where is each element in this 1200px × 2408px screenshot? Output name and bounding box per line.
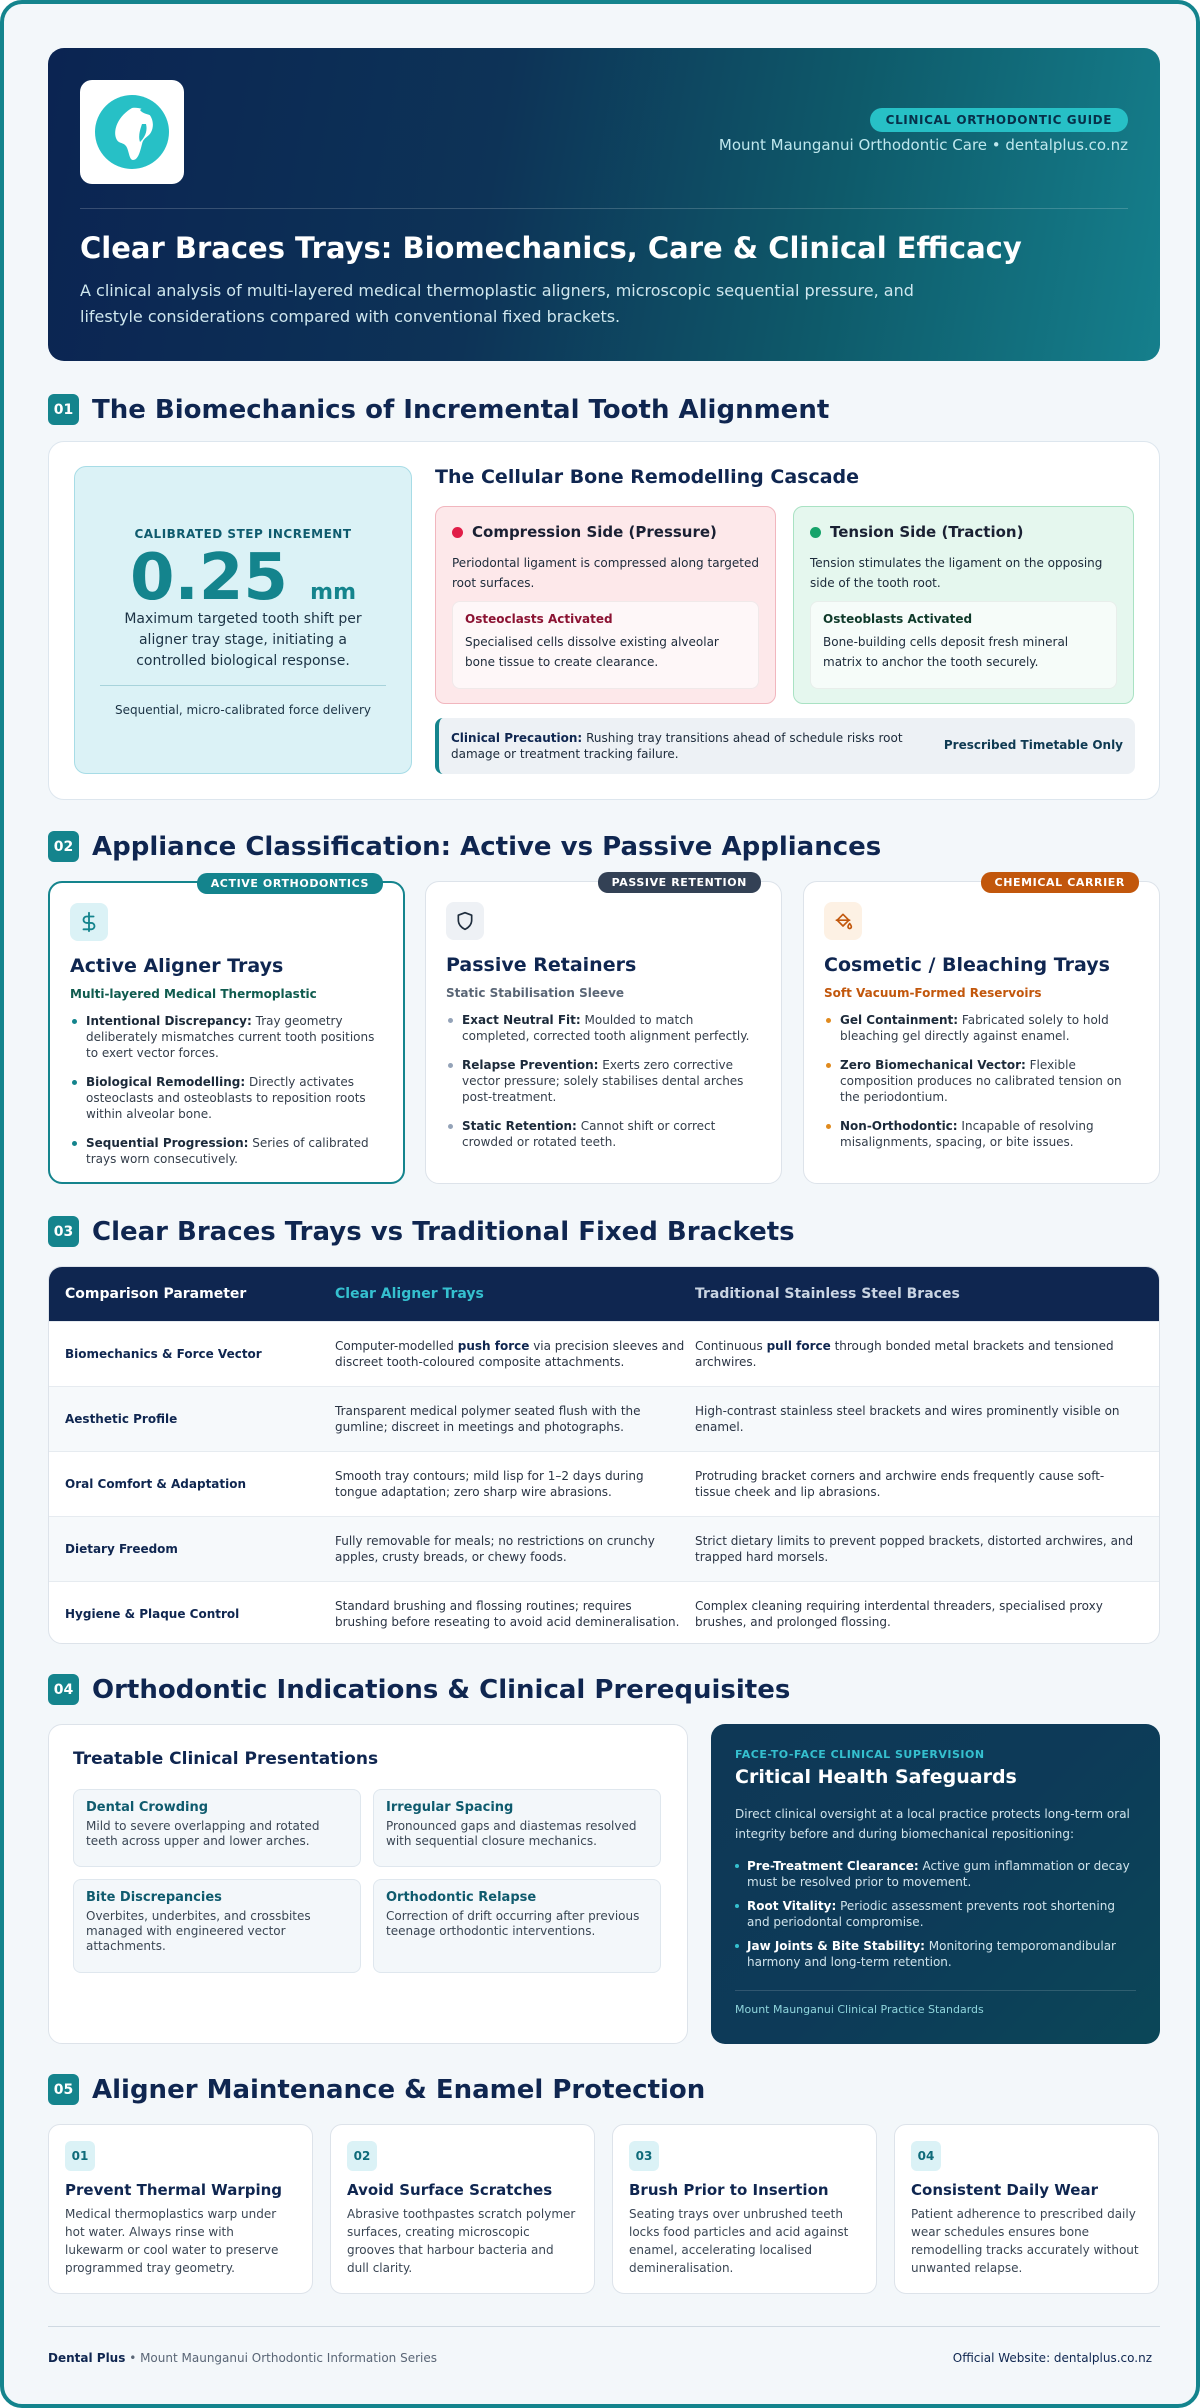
appliance-title: Cosmetic / Bleaching Trays	[824, 954, 1110, 976]
tension-description: Tension stimulates the ligament on the opposing side of the tooth root.	[810, 556, 1103, 590]
braces-cell: Complex cleaning requiring interdental threaders, specialised proxy brushes, and prolonged flossing.	[695, 1599, 1103, 1629]
table-row	[49, 1516, 1160, 1581]
compression-heading: Compression Side (Pressure)	[452, 523, 717, 541]
list-item: Non-Orthodontic: Incapable of resolving misalignments, spacing, or bite issues.	[824, 1118, 1139, 1150]
appliance-card-cosmetic	[803, 876, 1160, 1184]
cascade-title: The Cellular Bone Remodelling Cascade	[435, 466, 860, 488]
comparison-table	[48, 1266, 1160, 1644]
step-description: Maximum targeted tooth shift per aligner tray stage, initiating a controlled biological response.	[124, 611, 362, 669]
section-heading-04	[48, 1674, 790, 1705]
presentation-item: Dental Crowding Mild to severe overlapping and rotated teeth across upper and lower arches.	[73, 1789, 361, 1867]
list-item: Gel Containment: Fabricated solely to hold bleaching gel directly against enamel.	[824, 1012, 1139, 1044]
step-label: CALIBRATED STEP INCREMENT	[134, 527, 352, 541]
red-dot-icon	[452, 527, 463, 538]
appliance-title: Passive Retainers	[446, 954, 637, 976]
footer-divider	[48, 2326, 1160, 2327]
appliance-features	[70, 1013, 383, 1180]
footer-website-link[interactable]: Official Website: dentalplus.co.nz	[952, 2351, 1152, 2365]
compression-description: Periodontal ligament is compressed along targeted root surfaces.	[452, 556, 759, 590]
section-number: 05	[48, 2074, 79, 2105]
step-increment-panel	[74, 466, 412, 774]
parameter-cell: Aesthetic Profile	[65, 1412, 178, 1426]
tip-text: Seating trays over unbrushed teeth locks food particles and acid against enamel, accelerating localised demineralisation.	[629, 2207, 849, 2275]
section-heading-01	[48, 394, 829, 425]
section-title: The Biomechanics of Incremental Tooth Alignment	[92, 394, 830, 425]
list-item: Pre-Treatment Clearance: Active gum inflammation or decay must be resolved prior to movement.	[735, 1858, 1136, 1890]
braces-cell: High-contrast stainless steel brackets and wires prominently visible on enamel.	[695, 1404, 1120, 1434]
tip-text: Patient adherence to prescribed daily wear schedules ensures bone remodelling tracks accurately without unwanted relapse.	[911, 2207, 1139, 2275]
tip-text: Medical thermoplastics warp under hot water. Always rinse with lukewarm or cool water to preserve programmed tray geometry.	[65, 2207, 279, 2275]
section-heading-03	[48, 1216, 795, 1247]
tip-title: Prevent Thermal Warping	[65, 2181, 283, 2199]
appliance-subtitle: Multi-layered Medical Thermoplastic	[70, 987, 317, 1001]
tip-title: Brush Prior to Insertion	[629, 2181, 829, 2199]
section-title: Aligner Maintenance & Enamel Protection	[92, 2074, 706, 2105]
list-item: Exact Neutral Fit: Moulded to match completed, corrected tooth alignment perfectly.	[446, 1012, 761, 1044]
osteoclasts-title: Osteoclasts Activated	[465, 612, 613, 626]
column-header: Traditional Stainless Steel Braces	[695, 1286, 960, 1302]
maintenance-card	[48, 2124, 313, 2294]
parameter-cell: Hygiene & Plaque Control	[65, 1607, 240, 1621]
appliance-card-active	[48, 877, 405, 1184]
brand-logo	[80, 80, 184, 184]
tip-title: Avoid Surface Scratches	[347, 2181, 553, 2199]
parameter-cell: Biomechanics & Force Vector	[65, 1347, 262, 1361]
aligner-cell: Transparent medical polymer seated flush with the gumline; discreet in meetings and photographs.	[335, 1404, 641, 1434]
table-row	[49, 1386, 1160, 1451]
footer-brand: Dental Plus • Mount Maunganui Orthodontic Information Series	[48, 2351, 437, 2365]
divider	[80, 208, 1128, 209]
safeguards-card	[711, 1724, 1160, 2044]
shield-icon	[446, 902, 484, 940]
safeguards-footer: Mount Maunganui Clinical Practice Standards	[735, 2003, 984, 2016]
aligner-cell: Standard brushing and flossing routines; requires brushing before reseating to avoid acid demineralisation.	[335, 1599, 680, 1629]
appliance-badge: PASSIVE RETENTION	[598, 872, 761, 893]
precaution-text: Clinical Precaution: Rushing tray transitions ahead of schedule risks root damage or treatment tracking failure.	[451, 731, 903, 761]
paint-bucket-icon	[824, 902, 862, 940]
braces-cell: Strict dietary limits to prevent popped brackets, distorted archwires, and trapped hard morsels.	[695, 1534, 1134, 1564]
tip-number: 01	[65, 2141, 95, 2171]
hero-subtitle: Mount Maunganui Orthodontic Care • dentalplus.co.nz	[718, 136, 1128, 154]
green-dot-icon	[810, 527, 821, 538]
list-item: Intentional Discrepancy: Tray geometry deliberately mismatches current tooth positions to exert vector forces.	[70, 1013, 383, 1061]
tension-heading: Tension Side (Traction)	[810, 523, 1023, 541]
maintenance-card	[894, 2124, 1159, 2294]
osteoblasts-text: Bone-building cells deposit fresh mineral matrix to anchor the tooth securely.	[823, 635, 1069, 669]
hero-banner	[48, 48, 1160, 361]
braces-cell: Protruding bracket corners and archwire ends frequently cause soft-tissue cheek and lip abrasions.	[695, 1469, 1105, 1499]
osteoblasts-box	[810, 601, 1117, 689]
osteoclasts-text: Specialised cells dissolve existing alveolar bone tissue to create clearance.	[465, 635, 719, 669]
compression-panel	[435, 506, 776, 704]
section-number: 04	[48, 1674, 79, 1705]
osteoclasts-box	[452, 601, 759, 689]
list-item: Sequential Progression: Series of calibrated trays worn consecutively.	[70, 1135, 383, 1167]
appliance-features	[824, 1012, 1139, 1163]
safeguards-description: Direct clinical oversight at a local practice protects long-term oral integrity before and during biomechanical repositioning:	[735, 1807, 1130, 1841]
presentation-item: Irregular Spacing Pronounced gaps and diastemas resolved with sequential closure mechanics.	[373, 1789, 661, 1867]
section-heading-02	[48, 831, 881, 862]
section-number: 02	[48, 831, 79, 862]
column-header: Comparison Parameter	[65, 1286, 247, 1302]
list-item: Relapse Prevention: Exerts zero corrective vector pressure; solely stabilises dental arches post-treatment.	[446, 1057, 761, 1105]
braces-cell: Continuous pull force through bonded metal brackets and tensioned archwires.	[695, 1339, 1114, 1369]
tension-panel	[793, 506, 1134, 704]
divider	[100, 685, 386, 686]
parameter-cell: Oral Comfort & Adaptation	[65, 1477, 247, 1491]
column-header: Clear Aligner Trays	[335, 1286, 484, 1302]
appliance-card-passive	[425, 876, 782, 1184]
divider	[735, 1990, 1136, 1991]
hero-description: A clinical analysis of multi-layered medical thermoplastic aligners, microscopic sequential pressure, and lifestyle considerations compared with conventional fixed brackets.	[80, 281, 914, 326]
maintenance-card	[612, 2124, 877, 2294]
list-item: Root Vitality: Periodic assessment prevents root shortening and periodontal compromise.	[735, 1898, 1136, 1930]
biomechanics-card	[48, 441, 1160, 800]
table-row	[49, 1581, 1160, 1644]
step-footer: Sequential, micro-calibrated force delivery	[114, 703, 371, 717]
section-title: Appliance Classification: Active vs Passive Appliances	[92, 831, 882, 862]
table-header	[49, 1267, 1160, 1321]
tip-number: 02	[347, 2141, 377, 2171]
dollar-icon	[70, 903, 108, 941]
table-row	[49, 1451, 1160, 1516]
safeguards-label: FACE-TO-FACE CLINICAL SUPERVISION	[735, 1748, 985, 1761]
presentation-item: Bite Discrepancies Overbites, underbites, and crossbites managed with engineered vector attachments.	[73, 1879, 361, 1973]
aligner-cell: Computer-modelled push force via precision sleeves and discreet tooth-coloured composite attachments.	[335, 1339, 685, 1369]
parameter-cell: Dietary Freedom	[65, 1542, 178, 1556]
list-item: Biological Remodelling: Directly activates osteoclasts and osteoblasts to reposition roots within alveolar bone.	[70, 1074, 383, 1122]
precaution-note: Prescribed Timetable Only	[943, 738, 1123, 752]
tip-title: Consistent Daily Wear	[911, 2181, 1098, 2199]
presentations-card	[48, 1724, 688, 2044]
tip-text: Abrasive toothpastes scratch polymer surfaces, creating microscopic grooves that harbour bacteria and dull clarity.	[347, 2207, 576, 2275]
safeguards-list	[735, 1858, 1136, 1978]
appliance-title: Active Aligner Trays	[70, 955, 284, 977]
tooth-logo-icon	[80, 80, 184, 184]
presentation-item: Orthodontic Relapse Correction of drift occurring after previous teenage orthodontic interventions.	[373, 1879, 661, 1973]
section-heading-05	[48, 2074, 705, 2105]
section-title: Clear Braces Trays vs Traditional Fixed Brackets	[92, 1216, 795, 1247]
aligner-cell: Fully removable for meals; no restrictions on crunchy apples, crusty breads, or chewy foods.	[335, 1534, 655, 1564]
list-item: Jaw Joints & Bite Stability: Monitoring temporomandibular harmony and long-term retention.	[735, 1938, 1136, 1970]
list-item: Static Retention: Cannot shift or correct crowded or rotated teeth.	[446, 1118, 761, 1150]
step-value: 0.25 mm	[129, 541, 357, 615]
appliance-subtitle: Soft Vacuum-Formed Reservoirs	[824, 986, 1042, 1000]
appliance-features	[446, 1012, 761, 1163]
safeguards-title: Critical Health Safeguards	[735, 1766, 1017, 1788]
clinical-precaution	[435, 718, 1135, 774]
section-number: 01	[48, 394, 79, 425]
appliance-badge: ACTIVE ORTHODONTICS	[197, 873, 383, 894]
tip-number: 04	[911, 2141, 941, 2171]
guide-badge: CLINICAL ORTHODONTIC GUIDE	[870, 108, 1128, 132]
osteoblasts-title: Osteoblasts Activated	[823, 612, 973, 626]
aligner-cell: Smooth tray contours; mild lisp for 1–2 days during tongue adaptation; zero sharp wire abrasions.	[335, 1469, 644, 1499]
appliance-badge: CHEMICAL CARRIER	[981, 872, 1139, 893]
section-number: 03	[48, 1216, 79, 1247]
appliance-subtitle: Static Stabilisation Sleeve	[446, 986, 625, 1000]
table-row	[49, 1321, 1160, 1386]
step-unit: mm	[310, 580, 357, 605]
list-item: Zero Biomechanical Vector: Flexible composition produces no calibrated tension on the periodontium.	[824, 1057, 1139, 1105]
page-title: Clear Braces Trays: Biomechanics, Care & Clinical Efficacy	[80, 231, 1022, 265]
section-title: Orthodontic Indications & Clinical Prerequisites	[92, 1674, 791, 1705]
presentations-title: Treatable Clinical Presentations	[73, 1749, 379, 1769]
tip-number: 03	[629, 2141, 659, 2171]
maintenance-card	[330, 2124, 595, 2294]
